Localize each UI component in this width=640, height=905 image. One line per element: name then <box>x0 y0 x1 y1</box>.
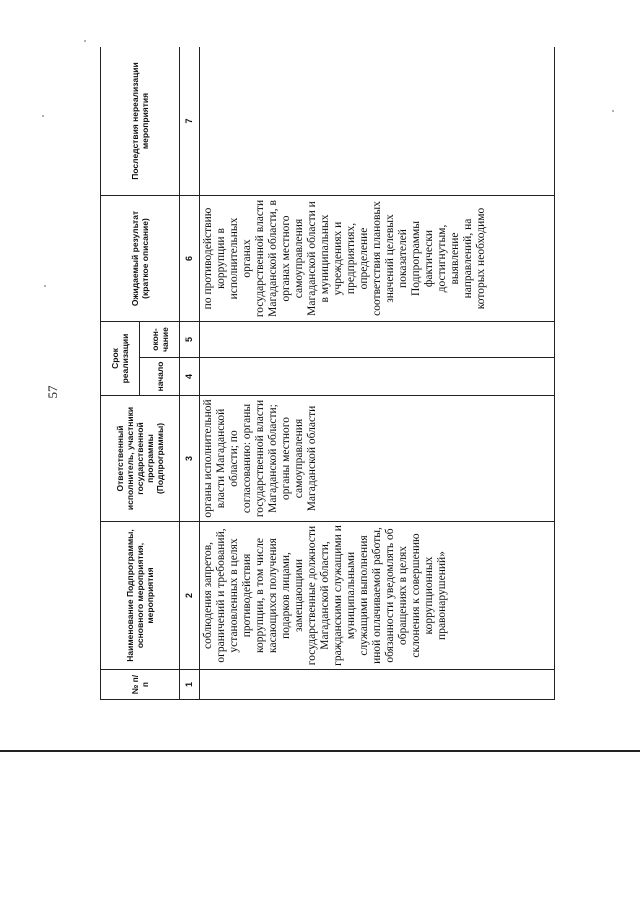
rotated-table-area <box>100 47 555 700</box>
scan-speck <box>42 115 44 117</box>
cell-end <box>200 322 555 358</box>
header-row <box>101 47 140 700</box>
cell-executor: органы исполнительной власти Магаданской области; по согласованию: органы государственной власти Магаданской области; органы местного самоуправления Магаданской области <box>200 396 555 522</box>
column-number: 6 <box>179 196 199 322</box>
bottom-rule <box>0 750 640 752</box>
cell-name: соблюдения запретов, ограничений и требований, установленных в целях противодействия коррупции, в том числе касающихся получения подарков лицами, замещающими государственные должности Магаданской области, гражданскими служащими и муниципальными служащими выполнения иной оплачиваемой работы, обязанности уведомлять об обращениях в целях склонения к совершению коррупционных правонарушений» <box>200 522 555 670</box>
header-num: № п/п <box>101 670 180 700</box>
cell-consequences <box>200 47 555 196</box>
header-term: Срок реализации <box>101 322 140 396</box>
header-start: начало <box>140 358 179 396</box>
table-row <box>200 47 555 700</box>
cell-result: по противодействию коррупции в исполнительных органах государственной власти Магаданской области, в органах местного самоуправления Магаданской области и в муниципальных учреждениях и предприятиях, определение соответствия плановых значений целевых показателей Подпрограммы фактически достигнутым, выявление направлений, на которых необходимо <box>200 196 555 322</box>
cell-start <box>200 358 555 396</box>
scan-speck <box>612 110 614 112</box>
column-number: 1 <box>179 670 199 700</box>
header-result: Ожидаемый результат (краткое описание) <box>101 196 180 322</box>
scan-speck <box>44 285 46 287</box>
header-end: окон-чание <box>140 322 179 358</box>
column-number-row <box>179 47 199 700</box>
cell-num <box>200 670 555 700</box>
header-consequences: Последствия нереализации мероприятия <box>101 47 180 196</box>
page-number: 57 <box>45 385 60 399</box>
column-number: 3 <box>179 396 199 522</box>
scan-speck <box>84 40 86 42</box>
column-number: 7 <box>179 47 199 196</box>
header-executor: Ответственный исполнитель, участники государственной программы (Подпрограммы) <box>101 396 180 522</box>
table-landscape <box>100 47 555 700</box>
measures-table <box>100 47 555 700</box>
column-number: 4 <box>179 358 199 396</box>
column-number: 5 <box>179 322 199 358</box>
header-name: Наименование Подпрограммы, основного мероприятия, мероприятия <box>101 522 180 670</box>
column-number: 2 <box>179 522 199 670</box>
